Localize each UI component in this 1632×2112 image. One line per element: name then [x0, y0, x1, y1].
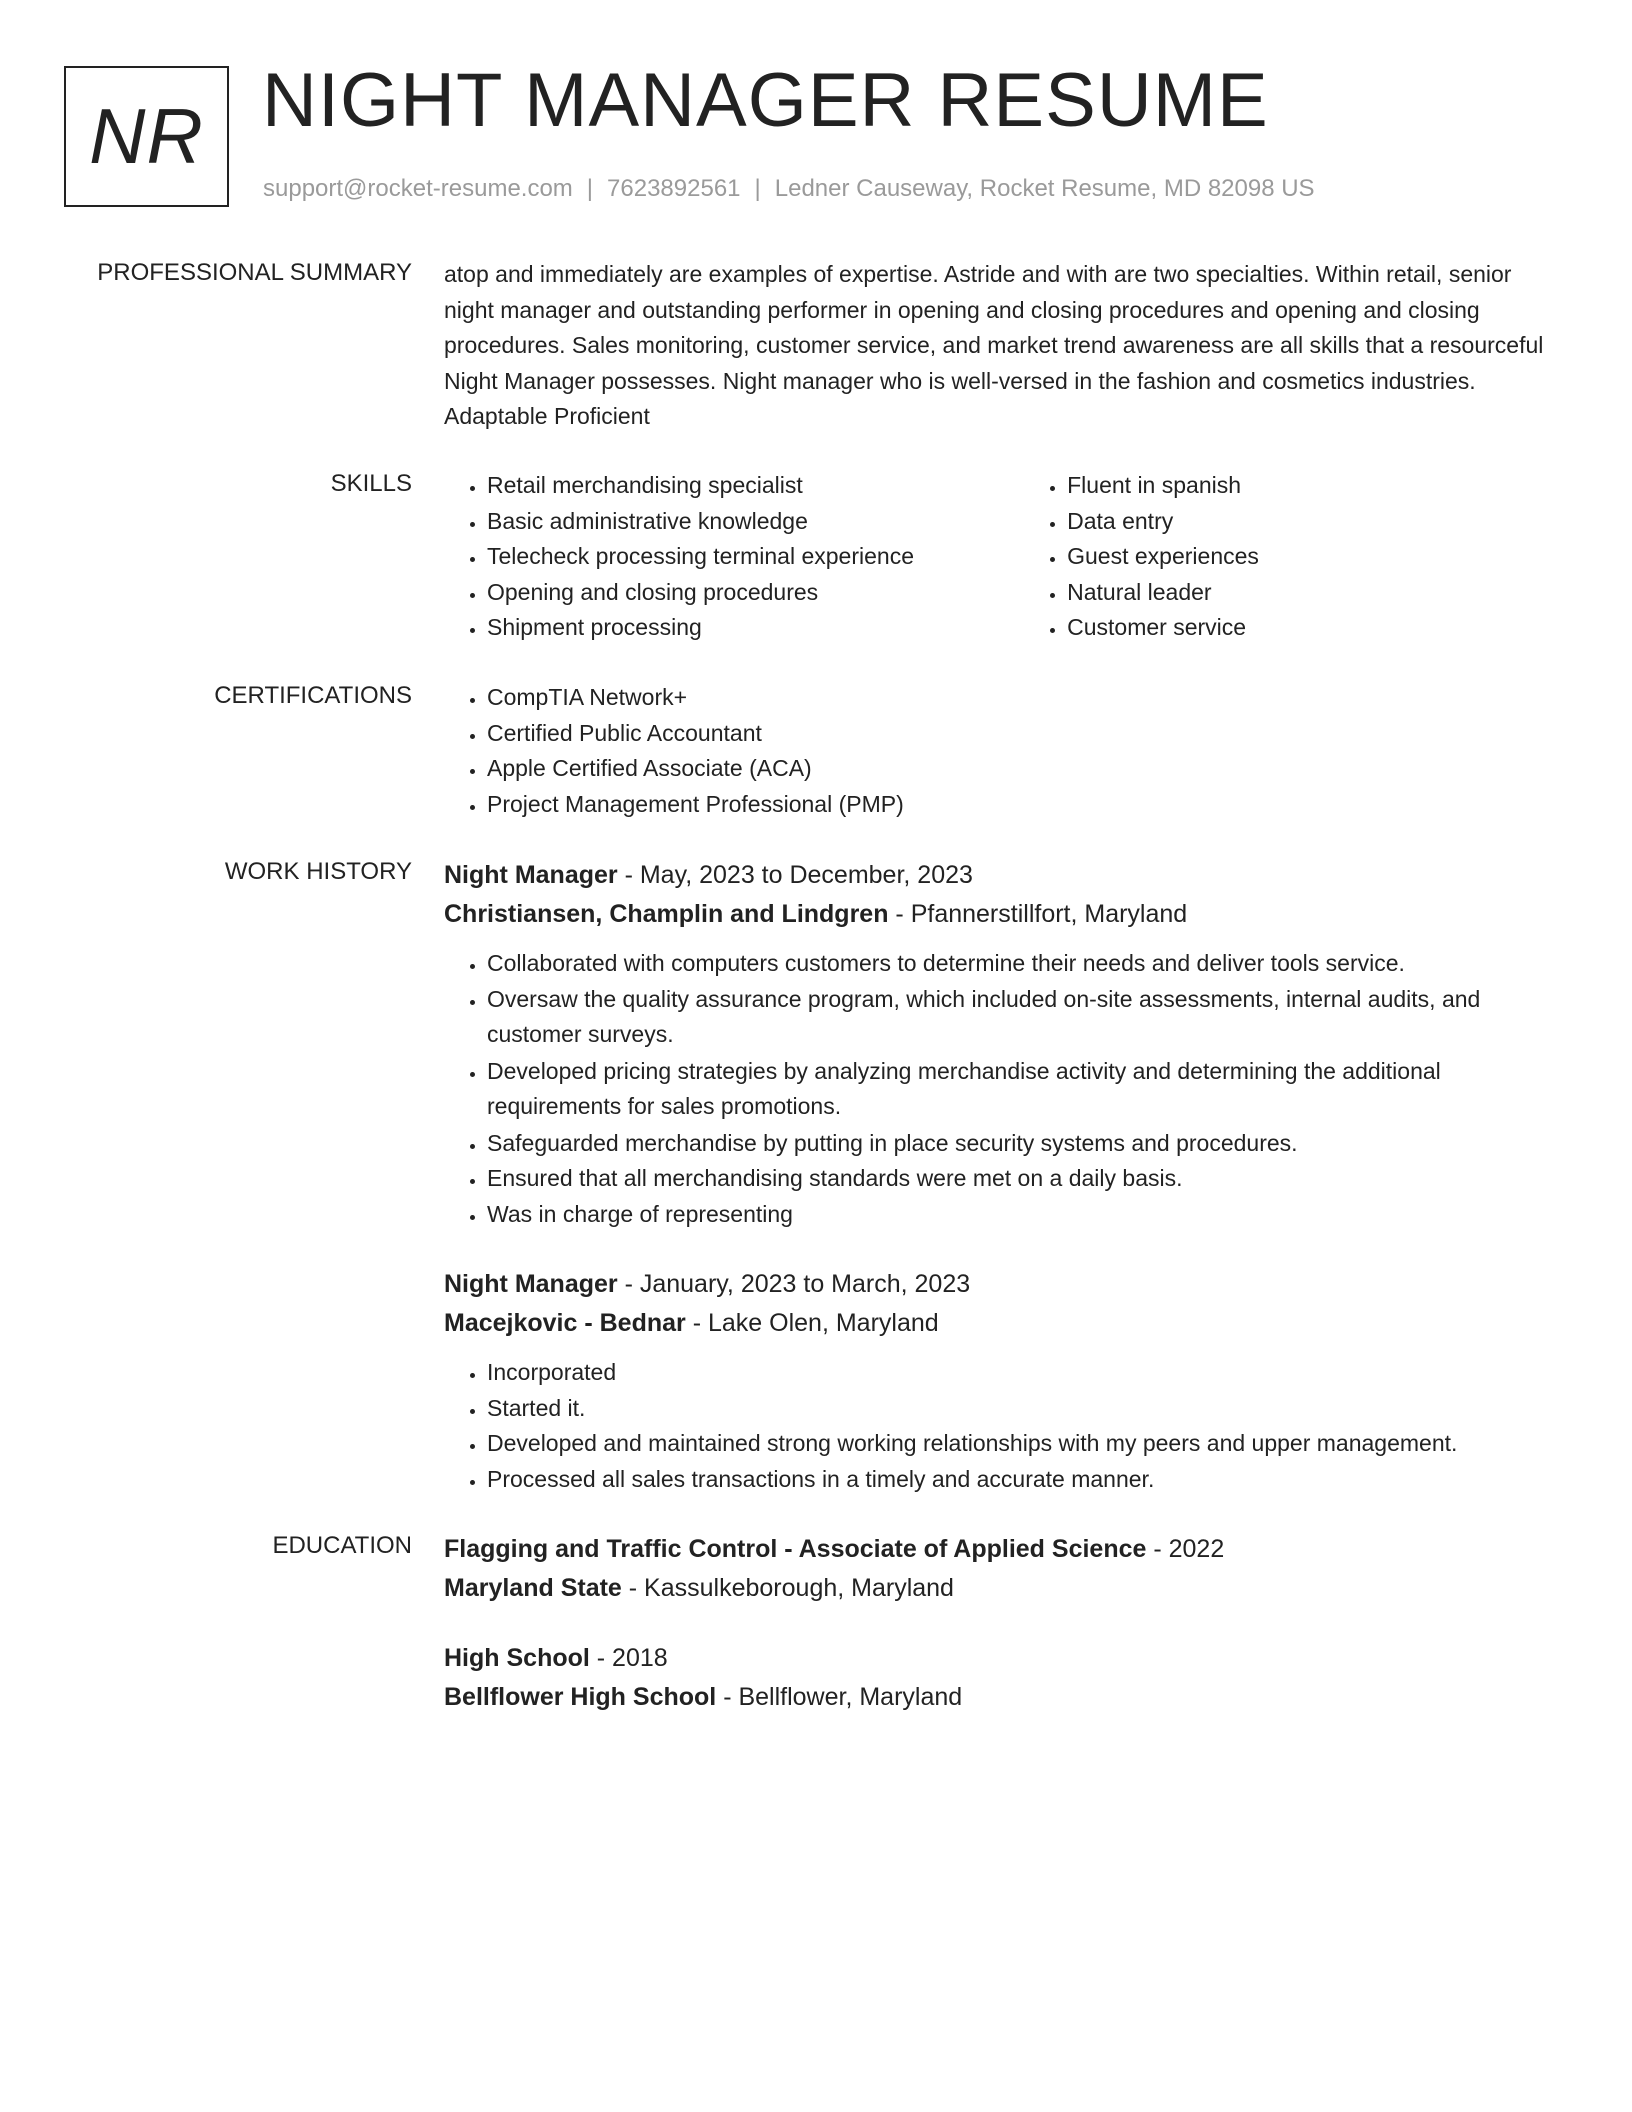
job-bullet: • Collaborated with computers customers to determine their needs and deliver tools service. [487, 946, 1559, 982]
job-bullet: • Safeguarded merchandise by putting in place security systems and procedures. [487, 1126, 1559, 1162]
certifications-body [444, 680, 1559, 822]
job-title-line [444, 856, 1559, 895]
certification-item: • Apple Certified Associate (ACA) [487, 751, 1559, 787]
job-bullet: • Developed and maintained strong working relationships with my peers and upper management. [487, 1426, 1559, 1462]
education-school: Bellflower High School [444, 1683, 717, 1711]
job-title: Night Manager [444, 1270, 618, 1298]
job-bullet: • Started it. [487, 1391, 1559, 1427]
contact-email: support@rocket-resume.com [263, 175, 573, 202]
education-school-line [444, 1678, 1559, 1717]
skill-item: • Shipment processing [487, 610, 1024, 646]
skill-item: • Telecheck processing terminal experience [487, 539, 1024, 575]
education-school: Maryland State [444, 1574, 622, 1602]
job-title: Night Manager [444, 861, 618, 889]
education-degree-line [444, 1639, 1559, 1678]
skills-list-right [1024, 468, 1559, 646]
education-school-line [444, 1569, 1559, 1608]
section-heading-skills: SKILLS [330, 470, 412, 497]
work-history-body [444, 856, 1559, 1497]
job-bullet: • Ensured that all merchandising standards were met on a daily basis. [487, 1161, 1559, 1197]
resume-title: NIGHT MANAGER RESUME [262, 58, 1269, 143]
skills-body [444, 468, 1559, 646]
job-location: - Pfannerstillfort, Maryland [888, 900, 1188, 928]
section-heading-certifications: CERTIFICATIONS [214, 682, 412, 709]
job-bullet: • Processed all sales transactions in a timely and accurate manner. [487, 1462, 1559, 1498]
section-heading-summary: PROFESSIONAL SUMMARY [97, 259, 412, 286]
job-location: - Lake Olen, Maryland [685, 1309, 939, 1337]
section-heading-work-history: WORK HISTORY [224, 858, 412, 885]
skills-list-left [444, 468, 1024, 646]
certification-item: • Project Management Professional (PMP) [487, 787, 1559, 823]
skill-item: • Natural leader [1067, 575, 1559, 611]
job-company-line [444, 895, 1559, 934]
summary-body [444, 257, 1559, 435]
monogram-initials: NR [89, 92, 204, 180]
certification-item: • Certified Public Accountant [487, 716, 1559, 752]
certifications-list [444, 680, 1559, 822]
skill-item: • Data entry [1067, 504, 1559, 540]
certification-item: • CompTIA Network+ [487, 680, 1559, 716]
job-bullet-list [444, 1355, 1559, 1497]
contact-separator: | [754, 175, 761, 202]
job-entry [444, 1265, 1559, 1497]
education-location: - Kassulkeborough, Maryland [621, 1574, 954, 1602]
skill-item: • Customer service [1067, 610, 1559, 646]
contact-address: Ledner Causeway, Rocket Resume, MD 82098 US [774, 175, 1315, 202]
job-title-line [444, 1265, 1559, 1304]
job-company: Macejkovic - Bednar [444, 1309, 686, 1337]
skill-item: • Fluent in spanish [1067, 468, 1559, 504]
contact-phone: 7623892561 [607, 175, 741, 202]
skill-item: • Retail merchandising specialist [487, 468, 1024, 504]
skill-item: • Guest experiences [1067, 539, 1559, 575]
contact-line [263, 175, 1315, 203]
job-company: Christiansen, Champlin and Lindgren [444, 900, 889, 928]
job-entry [444, 856, 1559, 1232]
job-bullet: • Incorporated [487, 1355, 1559, 1391]
education-entry [444, 1639, 1559, 1717]
education-year: - 2022 [1146, 1535, 1225, 1563]
job-bullet-list [444, 946, 1559, 1232]
job-bullet: • Oversaw the quality assurance program, which included on-site assessments, internal audits, and customer surveys. [487, 982, 1559, 1053]
education-body [444, 1530, 1559, 1717]
job-dates: - May, 2023 to December, 2023 [617, 861, 973, 889]
education-location: - Bellflower, Maryland [716, 1683, 963, 1711]
section-heading-education: EDUCATION [272, 1532, 412, 1559]
job-company-line [444, 1304, 1559, 1343]
job-bullet: • Was in charge of representing [487, 1197, 1559, 1233]
contact-separator: | [586, 175, 594, 202]
education-year: - 2018 [589, 1644, 668, 1672]
job-dates: - January, 2023 to March, 2023 [617, 1270, 971, 1298]
education-entry [444, 1530, 1559, 1608]
summary-text: atop and immediately are examples of expertise. Astride and with are two specialties. Within retail, senior night manager and outstanding performer in opening and closing procedures and opening and closing procedures. Sales monitoring, customer service, and market trend awareness are all skills that a resourceful Night Manager possesses. Night manager who is well-versed in the fashion and cosmetics industries. Adaptable Proficient [444, 261, 1544, 429]
job-bullet: • Developed pricing strategies by analyzing merchandise activity and determining the additional requirements for sales promotions. [487, 1054, 1559, 1125]
skill-item: • Basic administrative knowledge [487, 504, 1024, 540]
skill-item: • Opening and closing procedures [487, 575, 1024, 611]
monogram-logo [64, 66, 229, 207]
education-degree-line [444, 1530, 1559, 1569]
education-degree: Flagging and Traffic Control - Associate of Applied Science [444, 1535, 1147, 1563]
education-degree: High School [444, 1644, 590, 1672]
